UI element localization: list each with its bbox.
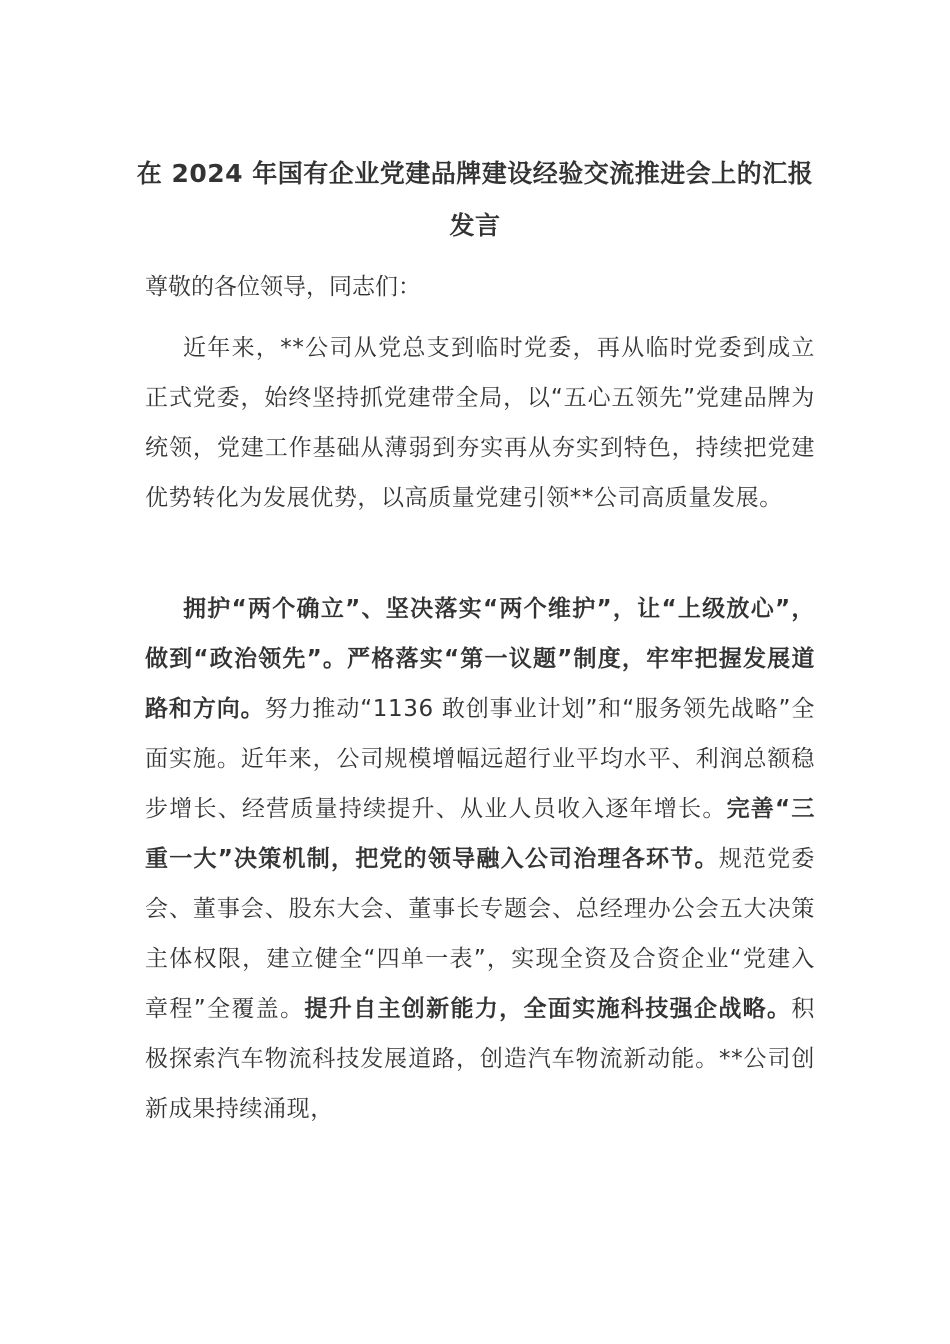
paragraph-political-leadership [145,584,815,1134]
bold-heading-political: 拥护“两个确立”、坚决落实“两个维护”，让“上级放心”，做到“政治领先”。严格落实“第一议题”制度，牢牢把握发展道路和方向。 [145,596,815,722]
paragraph-intro: 近年来，**公司从党总支到临时党委，再从临时党委到成立正式党委，始终坚持抓党建带全局，以“五心五领先”党建品牌为统领，党建工作基础从薄弱到夯实再从夯实到特色，持续把党建优势转化为发展优势，以高质量党建引领**公司高质量发展。 [145,335,815,511]
body-text-governance: 规范党委会、董事会、股东大会、董事长专题会、总经理办公会五大决策主体权限，建立健全“四单一表”，实现全资及合资企业“党建入章程”全覆盖。 [145,846,815,1022]
bold-heading-decision: 完善“三重一大”决策机制，把党的领导融入公司治理各环节。 [145,796,815,872]
body-text-plan: 努力推动“1136 敢创事业计划”和“服务领先战略”全面实施。近年来，公司规模增幅远超行业平均水平、利润总额稳步增长、经营质量持续提升、从业人员收入逐年增长。 [145,696,815,822]
bold-heading-innovation: 提升自主创新能力，全面实施科技强企战略。 [304,996,792,1022]
salutation: 尊敬的各位领导，同志们： [145,274,421,300]
document-title: 在 2024 年国有企业党建品牌建设经验交流推进会上的汇报发言 [136,159,814,240]
body-text-innovation: 积极探索汽车物流科技发展道路，创造汽车物流新动能。**公司创新成果持续涌现， [145,996,815,1122]
